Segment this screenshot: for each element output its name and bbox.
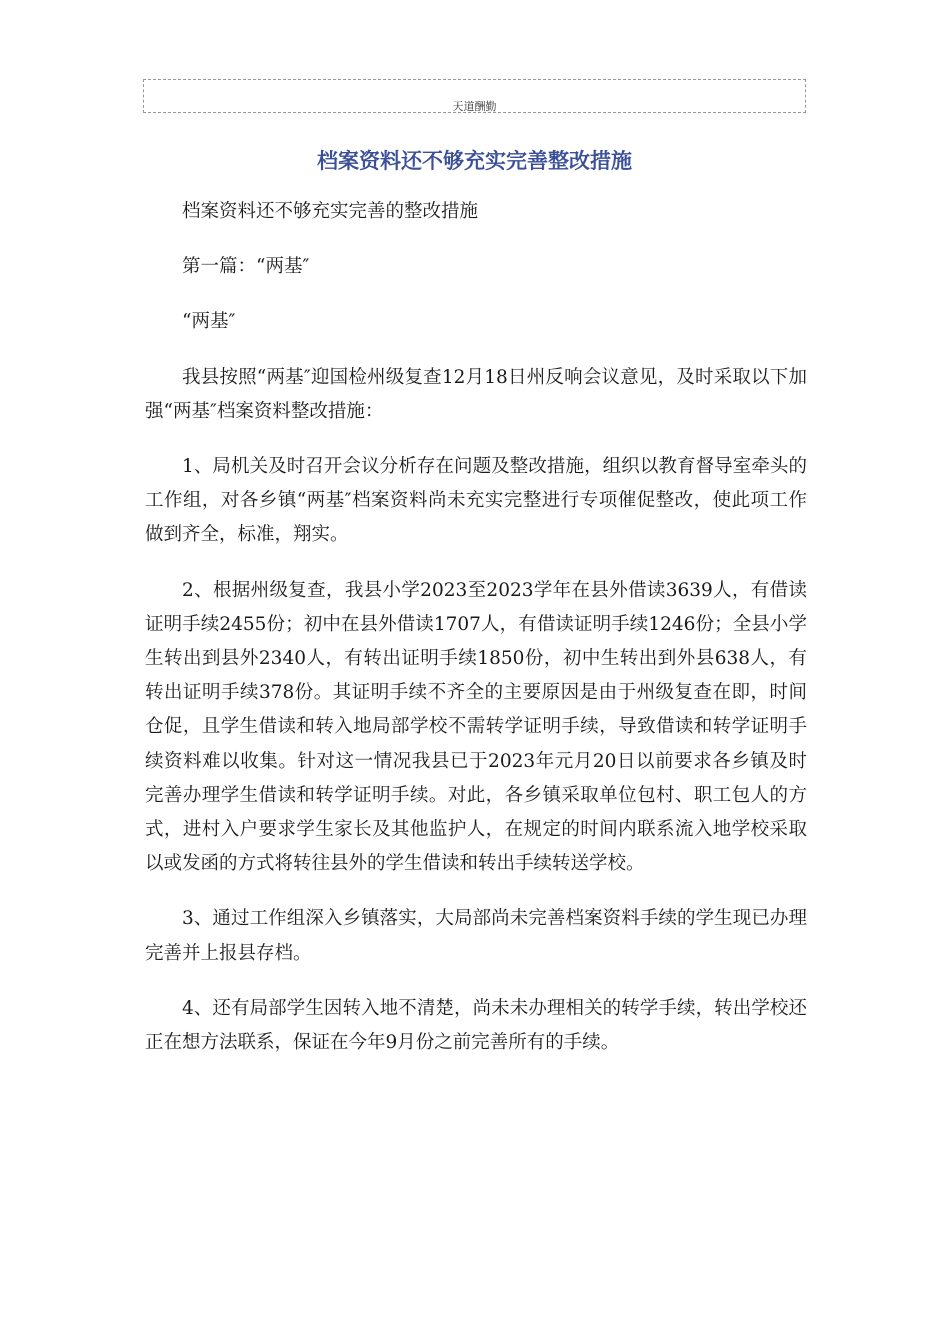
document-title: 档案资料还不够充实完善整改措施: [317, 149, 632, 173]
paragraph-item-1: 1、局机关及时召开会议分析存在问题及整改措施，组织以教育督导室牵头的工作组，对各乡镇“两基″档案资料尚未充实完整进行专项催促整改，使此项工作做到齐全，标准，翔实。: [145, 456, 807, 546]
paragraph-item-3: 3、通过工作组深入乡镇落实，大局部尚未完善档案资料手续的学生现已办理完善并上报县存档。: [145, 908, 807, 964]
page-header: [143, 79, 806, 113]
paragraph-item-2: 2、根据州级复查，我县小学2023至2023学年在县外借读3639人，有借读证明手续2455份；初中在县外借读1707人，有借读证明手续1246份；全县小学生转出到县外2340人，有转出证明手续1850份，初中生转出到外县638人，有转出证明手续378份。其证明手续不齐全的主要原因是由于州级复查在即，时间仓促，且学生借读和转入地局部学校不需转学证明手续，导致借读和转学证明手续资料难以收集。针对这一情况我县已于2023年元月20日以前要求各乡镇及时完善办理学生借读和转学证明手续。对此，各乡镇采取单位包村、职工包人的方式，进村入户要求学生家长及其他监护人，在规定的时间内联系流入地学校采取以或发函的方式将转往县外的学生借读和转出手续转送学校。: [145, 579, 807, 875]
document-body: [145, 195, 807, 1081]
paragraph-item-4: 4、还有局部学生因转入地不清楚，尚未未办理相关的转学手续，转出学校还正在想方法联系，保证在今年9月份之前完善所有的手续。: [145, 997, 807, 1054]
paragraph-section-heading: 第一篇：“两基″: [182, 256, 310, 278]
paragraph-subtitle: 档案资料还不够充实完善的整改措施: [182, 201, 479, 222]
paragraph-subheading: “两基″: [182, 311, 236, 333]
header-text: 天道酬勤: [452, 100, 497, 113]
paragraph-intro: 我县按照“两基″迎国检州级复查12月18日州反响会议意见，及时采取以下加强“两基″档案资料整改措施：: [145, 366, 807, 422]
